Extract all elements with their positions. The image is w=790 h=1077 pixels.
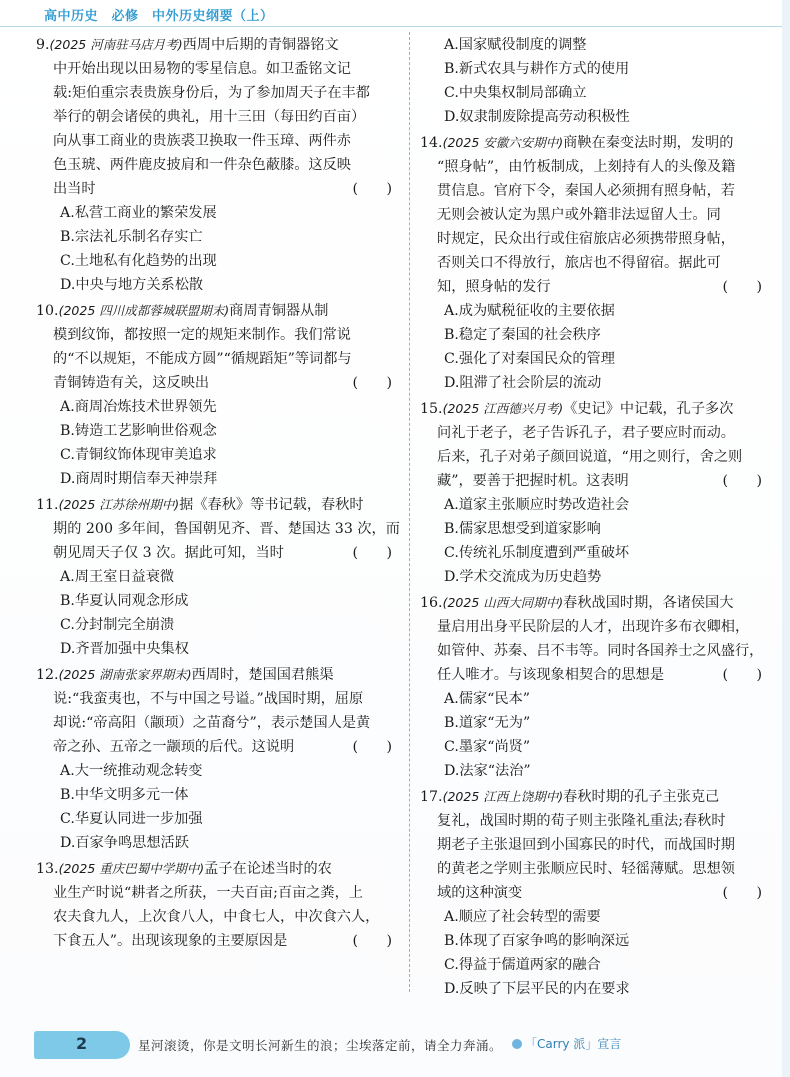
question-stem <box>36 33 406 201</box>
answer-option: A.大一统推动观念转变 <box>60 763 203 779</box>
stem-text: 贯信息。官府下令，秦国人必须拥有照身帖，若 <box>437 183 735 199</box>
stem-text: 时规定，民众出行或住宿旅店必须携带照身帖， <box>437 231 735 247</box>
question-item <box>36 857 406 953</box>
answer-option: A.顺应了社会转型的需要 <box>444 909 601 925</box>
stem-text: 模到纹饰，都按照一定的规矩来制作。我们常说 <box>53 327 351 343</box>
page-number: 2 <box>76 1034 88 1053</box>
stem-line <box>420 663 776 687</box>
stem-text: 帝之孙、五帝之一颛顼的后代。这说明 <box>53 739 295 755</box>
stem-line <box>36 735 406 759</box>
stem-line <box>36 371 406 395</box>
answer-option: A.国家赋役制度的调整 <box>444 37 587 53</box>
answer-option: C.土地私有化趋势的出现 <box>60 253 217 269</box>
question-stem <box>36 299 406 395</box>
answer-option: C.传统礼乐制度遭到严重破坏 <box>444 545 630 561</box>
right-column <box>420 33 776 1003</box>
left-column <box>36 33 406 955</box>
answer-option: C.华夏认同进一步加强 <box>60 811 203 827</box>
question-stem <box>420 131 776 299</box>
stem-text: 朝见周天子仅 3 次。据此可知，当时 <box>53 545 284 561</box>
brand-text: 「Carry 派」宣言 <box>525 1037 622 1051</box>
page-footer <box>0 1030 790 1060</box>
stem-line <box>36 177 406 201</box>
question-number: 17. <box>420 789 443 805</box>
stem-text: 据《春秋》等书记载，春秋时 <box>179 497 364 513</box>
question-item <box>420 785 776 1001</box>
stem-text: 商周青铜器从制 <box>229 303 329 319</box>
answer-blank[interactable]: ( ) <box>352 739 392 755</box>
answer-option: A.道家主张顺应时势改造社会 <box>444 497 630 513</box>
stem-text: 如管仲、苏秦、吕不韦等。同时各国养士之风盛行， <box>437 643 764 659</box>
question-source: (2025 江西上饶期中) <box>442 789 564 804</box>
stem-line <box>420 275 776 299</box>
stem-text: 中开始出现以田易物的零星信息。如卫盉铭文记 <box>53 61 351 77</box>
question-number: 14. <box>420 135 443 151</box>
stem-line <box>420 131 776 155</box>
question-number: 11. <box>36 497 59 513</box>
stem-line <box>36 347 406 371</box>
answer-option: A.周王室日益衰微 <box>60 569 175 585</box>
stem-line <box>36 517 406 541</box>
answer-option: B.新式农具与耕作方式的使用 <box>444 61 630 77</box>
question-number: 12. <box>36 667 59 683</box>
footer-slogan: 星河滚烫，你是文明长河新生的浪；尘埃落定前，请全力奔涌。 <box>138 1038 503 1053</box>
question-stem <box>36 493 406 565</box>
stem-text: 西周中后期的青铜器铭文 <box>182 37 339 53</box>
stem-line <box>420 397 776 421</box>
question-item <box>36 299 406 491</box>
stem-line <box>36 929 406 953</box>
question-source: (2025 山西大同期中) <box>442 595 564 610</box>
question-source: (2025 四川成都蓉城联盟期末) <box>58 303 230 318</box>
question-source: (2025 河南驻马店月考) <box>49 37 183 52</box>
stem-text: 期老子主张退回到小国寡民的时代，而战国时期 <box>437 837 735 853</box>
stem-text: 知，照身帖的发行 <box>437 279 551 295</box>
answer-blank[interactable]: ( ) <box>352 933 392 949</box>
stem-text: “照身帖”，由竹板制成，上刻持有人的头像及籍 <box>437 159 736 175</box>
question-number: 13. <box>36 861 59 877</box>
question-stem <box>420 591 776 687</box>
stem-line <box>420 591 776 615</box>
answer-option: C.得益于儒道两家的融合 <box>444 957 601 973</box>
answer-blank[interactable]: ( ) <box>352 545 392 561</box>
stem-text: 否则关口不得放行，旅店也不得留宿。据此可 <box>437 255 721 271</box>
answer-blank[interactable]: ( ) <box>722 667 762 683</box>
stem-line <box>36 881 406 905</box>
question-item <box>420 131 776 395</box>
question-item <box>420 397 776 589</box>
question-item <box>36 663 406 855</box>
stem-line <box>36 711 406 735</box>
stem-line <box>36 541 406 565</box>
question-source: (2025 江苏徐州期中) <box>58 497 180 512</box>
question-number: 9. <box>36 37 50 53</box>
stem-line <box>420 203 776 227</box>
brand-label <box>512 1035 621 1052</box>
answer-option: A.私营工商业的繁荣发展 <box>60 205 217 221</box>
stem-text: 的黄老之学则主张顺应民时、轻徭薄赋。思想领 <box>437 861 735 877</box>
answer-option: C.强化了对秦国民众的管理 <box>444 351 615 367</box>
page-edge <box>782 0 790 1077</box>
stem-text: 色玉琥、两件鹿皮披肩和一件杂色蔽膝。这反映 <box>53 157 351 173</box>
answer-blank[interactable]: ( ) <box>722 885 762 901</box>
answer-option: C.墨家“尚贤” <box>444 739 531 755</box>
answer-blank[interactable]: ( ) <box>722 473 762 489</box>
question-item <box>36 493 406 661</box>
stem-text: 春秋时期的孔子主张克己 <box>563 789 720 805</box>
stem-text: 后来，孔子对弟子颜回说道，“用之则行，舍之则 <box>437 449 743 465</box>
stem-text: 举行的朝会诸侯的典礼，用十三田（每田约百亩） <box>53 109 366 125</box>
question-source: (2025 江西德兴月考) <box>442 401 564 416</box>
question-stem <box>36 663 406 759</box>
answer-option: D.商周时期信奉天神崇拜 <box>60 471 218 487</box>
answer-option: A.儒家“民本” <box>444 691 531 707</box>
stem-text: 春秋战国时期，各诸侯国大 <box>563 595 734 611</box>
answer-blank[interactable]: ( ) <box>352 375 392 391</box>
stem-line <box>420 833 776 857</box>
stem-line <box>36 57 406 81</box>
stem-line <box>420 857 776 881</box>
stem-text: 孟子在论述当时的农 <box>204 861 332 877</box>
stem-line <box>420 785 776 809</box>
stem-text: 却说:“帝高阳（颛顼）之苗裔兮”，表示楚国人是黄 <box>53 715 371 731</box>
stem-text: 说:“我蛮夷也，不与中国之号谥。”战国时期，屈原 <box>53 691 364 707</box>
question-number: 10. <box>36 303 59 319</box>
stem-line <box>420 155 776 179</box>
question-number: 16. <box>420 595 443 611</box>
stem-line <box>36 905 406 929</box>
stem-line <box>36 153 406 177</box>
question-source: (2025 重庆巴蜀中学期中) <box>58 861 205 876</box>
question-stem <box>36 857 406 953</box>
answer-option: D.奴隶制废除提高劳动积极性 <box>444 109 630 125</box>
header-title: 高中历史 必修 中外历史纲要（上） <box>44 9 274 24</box>
answer-option: D.阻滞了社会阶层的流动 <box>444 375 602 391</box>
question-stem <box>420 397 776 493</box>
stem-text: 载:矩伯重宗表贵族身份后，为了参加周天子在丰都 <box>53 85 370 101</box>
stem-line <box>420 421 776 445</box>
answer-option: C.青铜纹饰体现审美追求 <box>60 447 217 463</box>
answer-option: D.反映了下层平民的内在要求 <box>444 981 630 997</box>
stem-text: 出当时 <box>53 181 96 197</box>
question-item <box>420 33 776 129</box>
stem-line <box>36 857 406 881</box>
question-source: (2025 安徽六安期中) <box>442 135 564 150</box>
question-stem <box>420 785 776 905</box>
stem-text: 的“不以规矩，不能成方圆”“循规蹈矩”等词都与 <box>53 351 352 367</box>
answer-option: D.法家“法治” <box>444 763 531 779</box>
answer-option: B.宗法礼乐制名存实亡 <box>60 229 203 245</box>
answer-option: D.学术交流成为历史趋势 <box>444 569 602 585</box>
stem-line <box>36 105 406 129</box>
stem-text: 青铜铸造有关，这反映出 <box>53 375 210 391</box>
stem-text: 藏”，要善于把握时机。这表明 <box>437 473 629 489</box>
answer-option: D.齐晋加强中央集权 <box>60 641 189 657</box>
question-number: 15. <box>420 401 443 417</box>
answer-option: B.儒家思想受到道家影响 <box>444 521 601 537</box>
stem-line <box>420 445 776 469</box>
answer-option: B.稳定了秦国的社会秩序 <box>444 327 601 343</box>
answer-option: D.中央与地方关系松散 <box>60 277 204 293</box>
stem-line <box>420 615 776 639</box>
stem-text: 西周时，楚国国君熊渠 <box>191 667 334 683</box>
stem-text: 商鞅在秦变法时期，发明的 <box>563 135 734 151</box>
stem-text: 量启用出身平民阶层的人才，出现许多布衣卿相， <box>437 619 750 635</box>
stem-line <box>420 469 776 493</box>
answer-option: A.商周冶炼技术世界领先 <box>60 399 217 415</box>
answer-option: B.道家“无为” <box>444 715 531 731</box>
stem-line <box>36 323 406 347</box>
stem-line <box>420 639 776 663</box>
stem-line <box>420 809 776 833</box>
stem-text: 《史记》中记载，孔子多次 <box>563 401 734 417</box>
stem-line <box>420 881 776 905</box>
question-item <box>36 33 406 297</box>
stem-text: 复礼，战国时期的荀子则主张隆礼重法;春秋时 <box>437 813 726 829</box>
answer-option: B.铸造工艺影响世俗观念 <box>60 423 217 439</box>
answer-option: B.中华文明多元一体 <box>60 787 189 803</box>
stem-line <box>420 179 776 203</box>
stem-text: 下食五人”。出现该现象的主要原因是 <box>53 933 288 949</box>
answer-blank[interactable]: ( ) <box>352 181 392 197</box>
stem-line <box>36 493 406 517</box>
stem-line <box>36 129 406 153</box>
answer-blank[interactable]: ( ) <box>722 279 762 295</box>
answer-option: B.华夏认同观念形成 <box>60 593 189 609</box>
answer-option: D.百家争鸣思想活跃 <box>60 835 189 851</box>
question-source: (2025 湖南张家界期末) <box>58 667 192 682</box>
stem-line <box>420 227 776 251</box>
answer-option: C.分封制完全崩溃 <box>60 617 175 633</box>
stem-line <box>36 81 406 105</box>
stem-line <box>36 33 406 57</box>
question-item <box>420 591 776 783</box>
answer-option: A.成为赋税征收的主要依据 <box>444 303 615 319</box>
stem-text: 向从事工商业的贵族裘卫换取一件玉璋、两件赤 <box>53 133 351 149</box>
stem-text: 无则会被认定为黑户或外籍非法逗留人士。同 <box>437 207 721 223</box>
stem-line <box>36 687 406 711</box>
stem-text: 业生产时说“耕者之所获，一夫百亩;百亩之粪，上 <box>53 885 363 901</box>
stem-text: 任人唯才。与该现象相契合的思想是 <box>437 667 665 683</box>
answer-option: B.体现了百家争鸣的影响深远 <box>444 933 630 949</box>
stem-text: 农夫食九人，上次食八人，中食七人，中次食六人， <box>53 909 380 925</box>
stem-text: 问礼于老子，老子告诉孔子，君子要应时而动。 <box>437 425 735 441</box>
brand-logo-icon <box>512 1039 522 1049</box>
stem-text: 域的这种演变 <box>437 885 523 901</box>
page-header <box>0 0 790 27</box>
stem-line <box>36 663 406 687</box>
stem-line <box>420 251 776 275</box>
stem-text: 期的 200 多年间，鲁国朝见齐、晋、楚国达 33 次，而 <box>53 521 400 537</box>
stem-line <box>36 299 406 323</box>
answer-option: C.中央集权制局部确立 <box>444 85 587 101</box>
column-divider <box>409 32 410 992</box>
